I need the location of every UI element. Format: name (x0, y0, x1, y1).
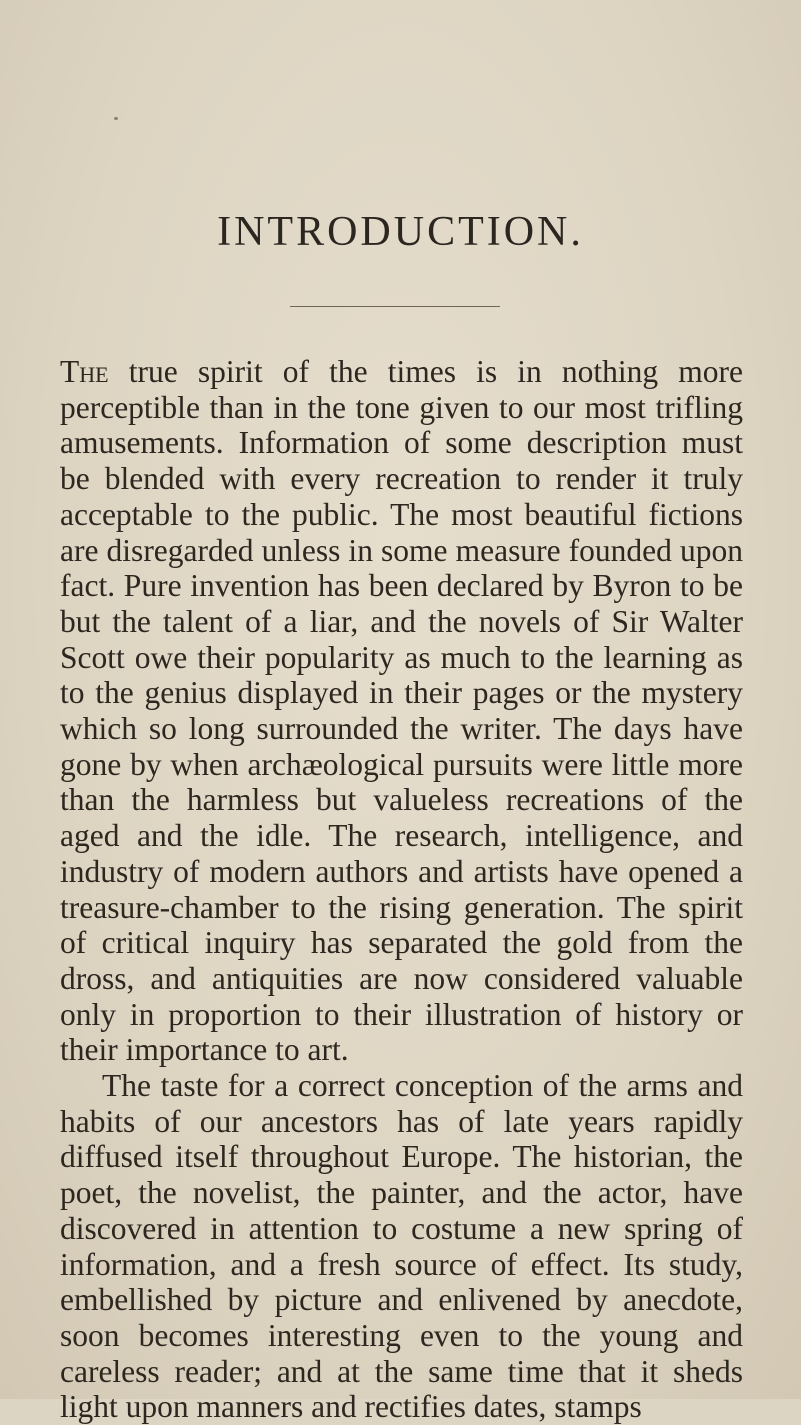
paragraph-1 (60, 354, 743, 1068)
paragraph-1-text: true spirit of the times is in nothing more perceptible than in the tone given to our most trifling amusements. Information of some description must be blended with every recreation to render it truly acceptable to the public. The most beautiful fictions are disregarded unless in some measure founded upon fact. Pure invention has been declared by Byron to be but the talent of a liar, and the novels of Sir Walter Scott owe their popularity as much to the learning as to the genius displayed in their pages or the mystery which so long surrounded the writer. The days have gone by when archæological pursuits were little more than the harmless but valueless recreations of the aged and the idle. The research, intelligence, and industry of modern authors and artists have opened a treasure-chamber to the rising generation. The spirit of critical inquiry has separated the gold from the dross, and antiquities are now considered valuable only in proportion to their illustration of history or their importance to art. (60, 354, 743, 1068)
title-rule-divider (290, 306, 500, 307)
paragraph-2-text: The taste for a correct conception of the arms and habits of our ancestors has of late years rapidly diffused itself throughout Europe. The historian, the poet, the novelist, the painter, and the actor, have discovered in attention to costume a new spring of information, and a fresh source of effect. Its study, embellished by picture and enlivened by anecdote, soon becomes interesting even to the young and careless reader; and at the same time that it sheds light upon manners and rectifies dates, stamps (60, 1068, 743, 1425)
paragraph-2 (60, 1068, 743, 1425)
page-title: INTRODUCTION. (217, 209, 584, 255)
body-text (60, 354, 743, 1425)
paper-speck (114, 117, 118, 120)
lead-word: The (60, 354, 109, 389)
